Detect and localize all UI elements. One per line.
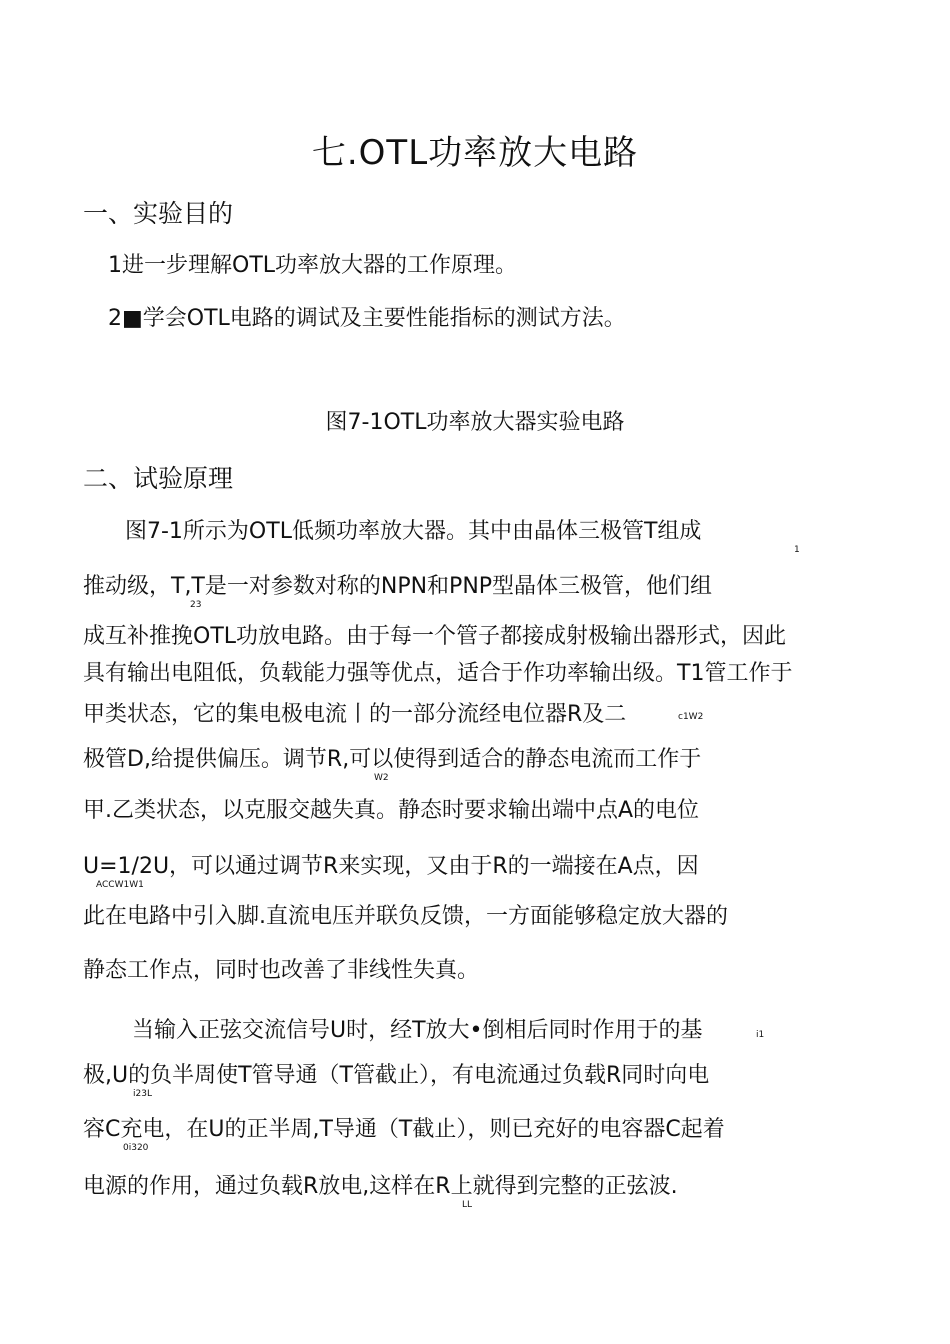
principle-line-6: 极管D,给提供偏压。调节R,可以使得到适合的静态电流而工作于 [83, 747, 702, 772]
principle-line-3: 成互补推挽OTL功放电路。由于每一个管子都接成射极输出器形式，因此 [83, 624, 787, 649]
principle-line-4: 具有输出电阻低，负载能力强等优点，适合于作功率输出级。T1管工作于 [83, 661, 793, 686]
subscript-7: i23L [133, 1089, 152, 1099]
principle-line-10: 静态工作点，同时也改善了非线性失真。 [83, 958, 480, 983]
principle-line-12: 极,U的负半周使T管导通（T管截止），有电流通过负载R同时向电 [83, 1063, 710, 1088]
subscript-1: 1 [794, 545, 800, 555]
subscript-8: 0i320 [123, 1143, 149, 1153]
objective-item-1: 1进一步理解OTL功率放大器的工作原理。 [108, 253, 518, 278]
principle-line-9: 此在电路中引入脚.直流电压并联负反馈，一方面能够稳定放大器的 [83, 904, 728, 929]
subscript-2: 23 [190, 600, 202, 610]
subscript-6: i1 [756, 1030, 765, 1040]
figure-caption: 图7-1OTL功率放大器实验电路 [325, 410, 625, 435]
principle-line-14: 电源的作用，通过负载R放电,这样在R上就得到完整的正弦波. [83, 1174, 678, 1199]
subscript-5: ACCW1W1 [96, 880, 144, 890]
section-heading-principle: 二、试验原理 [83, 464, 234, 493]
principle-line-1: 图7-1所示为OTL低频功率放大器。其中由晶体三极管T组成 [125, 519, 702, 544]
subscript-3: c1W2 [678, 712, 704, 722]
subscript-9: LL [462, 1200, 473, 1210]
principle-line-8: U=1/2U，可以通过调节R来实现，又由于R的一端接在A点，因 [83, 854, 699, 879]
principle-line-13: 容C充电，在U的正半周,T导通（T截止），则已充好的电容器C起着 [83, 1117, 725, 1142]
principle-line-2: 推动级，T,T是一对参数对称的NPN和PNP型晶体三极管，他们组 [83, 574, 713, 599]
page-title: 七.OTL功率放大电路 [311, 133, 639, 173]
objective-item-2: 2■学会OTL电路的调试及主要性能指标的测试方法。 [108, 306, 626, 331]
principle-line-11: 当输入正弦交流信号U时，经T放大•倒相后同时作用于的基 [132, 1018, 703, 1043]
principle-line-7: 甲.乙类状态，以克服交越失真。静态时要求输出端中点A的电位 [83, 798, 700, 823]
section-heading-objectives: 一、实验目的 [83, 199, 234, 228]
principle-line-5: 甲类状态，它的集电极电流丨的一部分流经电位器R及二 [83, 702, 627, 727]
subscript-4: W2 [374, 773, 389, 783]
